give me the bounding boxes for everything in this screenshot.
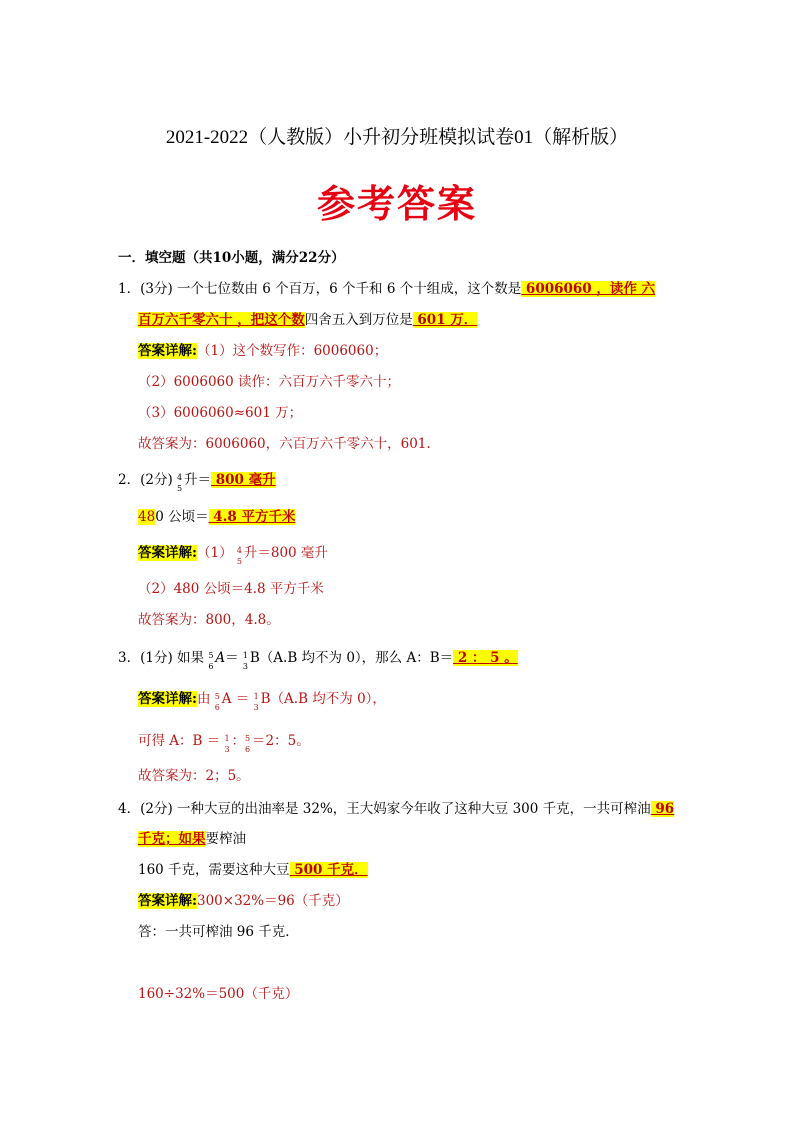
q2-detail-1-pre: （1） [196, 545, 233, 561]
q3-detail-fraction-3: 1 3 [224, 733, 230, 754]
q3-detail-line2: 可得 A：B ＝ 1 3 ： 5 6 ＝2：5。 [138, 733, 310, 754]
q1-detail-line1 [138, 341, 387, 361]
q2-line1 [118, 470, 276, 491]
q2-prefix: 2．(2分) [118, 472, 173, 488]
q1-detail-1: （1）这个数写作：6006060； [196, 343, 388, 359]
q4-answer-label: 答案详解: [138, 893, 197, 909]
q4-line3-text: 160 千克，需要这种大豆 [138, 862, 290, 878]
q1-answer-part1b: 百万六千零六十 ，把这个数 [138, 312, 305, 328]
q4-line3 [138, 860, 368, 880]
q3-fraction-2: 1 3 [242, 650, 248, 671]
q3-prefix: 3．(1分) 如果 [118, 650, 205, 666]
q2-detail-fraction: 4 5 [236, 545, 242, 566]
q2-answer-1: 800 毫升 [211, 472, 276, 488]
document-title: 2021-2022（人教版）小升初分班模拟试卷01（解析版） [165, 127, 629, 148]
q3-detail-2-pre: 可得 A：B ＝ [138, 733, 225, 749]
q3-answer-label: 答案详解: [138, 691, 197, 707]
q4-detail-1: 300×32%＝96（千克） [196, 893, 349, 909]
q4-prefix: 4．(2分) 一种大豆的出油率是 32%，王大妈家今年收了这种大豆 300 千克，一共可榨油 [118, 801, 651, 817]
q2-fraction: 4 5 [177, 472, 183, 493]
q2-answer-2: 4.8 平方千米 [208, 509, 296, 525]
q3-line1 [118, 648, 518, 669]
q3-detail-line1 [138, 689, 386, 710]
q4-line2-end: 要榨油 [205, 831, 246, 847]
q2-line2 [138, 507, 295, 527]
section-heading: 一．填空题（共10小题，满分22分） [118, 250, 345, 266]
q1-detail-4: 故答案为：6006060，六百万六千零六十，601. [138, 436, 431, 452]
q4-line2 [138, 829, 246, 849]
q1-detail-3: （3）6006060≈601 万； [138, 405, 303, 421]
q4-detail-line1 [138, 891, 349, 911]
q1-line2 [138, 310, 477, 330]
q3-detail-fraction-2: 1 3 [253, 691, 259, 712]
answer-key-heading: 参考答案 [316, 182, 477, 226]
q3-detail-fraction-1: 5 6 [214, 691, 220, 712]
q3-detail-2-post: ＝2：5。 [252, 733, 310, 749]
q1-prefix: 1．(3分) 一个七位数由 6 个百万，6 个千和 6 个十组成，这个数是 [118, 281, 522, 297]
q1-answer-part1: 6006060 ，读作 六 [521, 281, 656, 297]
q3-text-b: B（A.B 均不为 0），那么 A：B＝ [249, 650, 454, 666]
q3-answer: 2 ： 5 。 [453, 650, 518, 666]
q2-detail-line1 [138, 543, 328, 564]
q1-detail-2: （2）6006060 读作：六百万六千零六十； [138, 374, 401, 390]
q4-answer-2: 500 千克． [289, 862, 368, 878]
q3-eq: ＝ [225, 650, 239, 666]
q2-detail-3: 故答案为：800，4.8。 [138, 612, 280, 628]
q3-detail-pre: 由 [196, 691, 211, 707]
q3-detail-fraction-4: 5 6 [245, 733, 251, 754]
q3-var-a: A [215, 650, 226, 666]
q4-answer-1b: 千克；如果 [138, 831, 206, 847]
q4-line1 [118, 799, 674, 819]
q2-line2-text: 0 公顷＝ [155, 509, 209, 525]
q2-highlight-48: 48 [138, 509, 156, 525]
q3-detail-mid: A ＝ [221, 691, 254, 707]
q3-detail-3: 故答案为：2；5。 [138, 768, 250, 784]
q4-detail-2: 答：一共可榨油 96 千克． [138, 924, 299, 940]
q2-detail-1-post: 升＝800 毫升 [243, 545, 328, 561]
q2-answer-label: 答案详解: [138, 545, 197, 561]
q1-mid: 四舍五入到万位是 [304, 312, 413, 328]
q3-detail-post: B（A.B 均不为 0）， [260, 691, 386, 707]
q1-line1 [118, 279, 655, 299]
q1-answer-label: 答案详解: [138, 343, 197, 359]
q4-detail-3: 160÷32%＝500（千克） [138, 986, 299, 1002]
q2-detail-2: （2）480 公顷＝4.8 平方千米 [138, 581, 324, 597]
q2-unit: 升＝ [184, 472, 212, 488]
q3-fraction-1: 5 6 [208, 650, 214, 671]
q4-answer-1: 96 [650, 801, 675, 817]
q1-answer-part2: 601 万． [412, 312, 478, 328]
